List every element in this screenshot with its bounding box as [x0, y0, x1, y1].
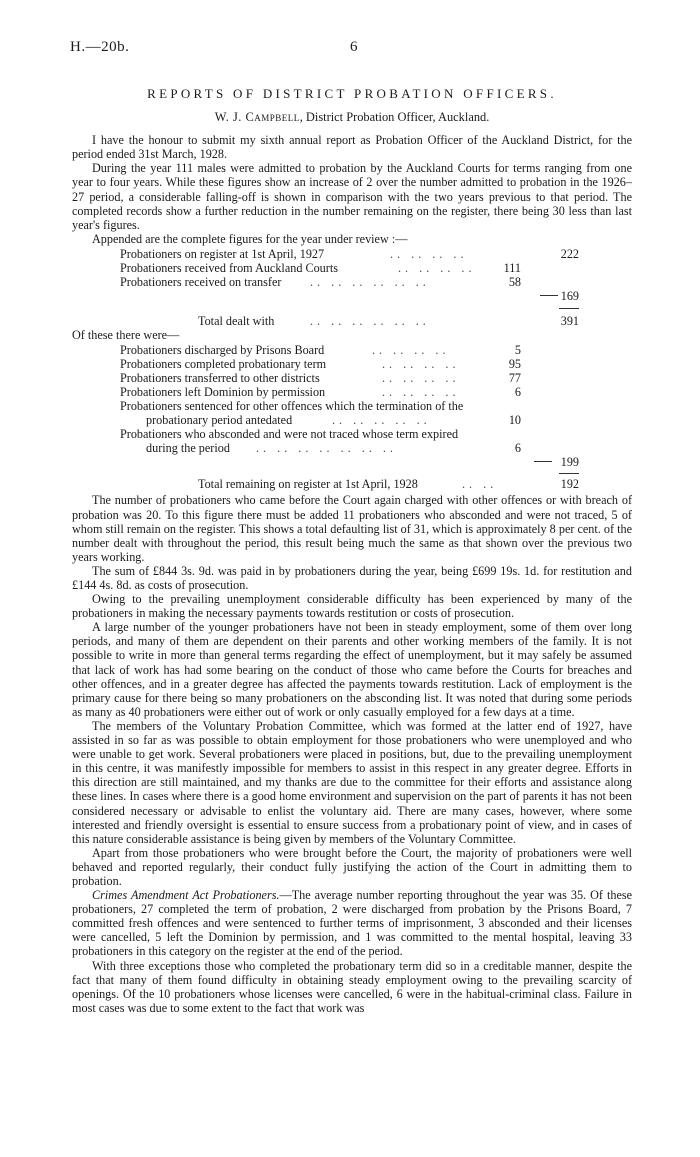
sum-rule	[559, 473, 579, 474]
sum-rule	[559, 308, 579, 309]
row-label: Probationers completed probationary term	[120, 356, 327, 371]
table-row: Probationers received from Auckland Courts .. .. .. .. 111	[120, 261, 521, 276]
row-value: 111	[503, 261, 521, 276]
table-row: Probationers on register at 1st April, 1927 .. .. .. .. 222	[120, 246, 579, 261]
row-label: Probationers transferred to other districts	[120, 370, 320, 385]
row-label-continued: during the period	[146, 441, 230, 456]
page-header	[72, 40, 632, 60]
row-value: 222	[560, 246, 579, 261]
rule-row	[72, 303, 632, 314]
row-label: Probationers sentenced for other offences which the termination of the	[120, 398, 464, 413]
total-row: Total dealt with .. .. .. .. .. .. 391	[198, 314, 579, 329]
body-paragraph: The members of the Voluntary Probation Committee, which was formed at the latter end of 1927, have assisted in so far as was possible to obtain employment for those probationers who were unemployed and who were unable to get work. Several probationers were placed in positions, but, due to the prevailing unemployment in this centre, it was manifestly impossible for members to assist in this respect in any greater degree. Efforts in this direction are still maintained, and my thanks are due to the committee for their efforts and assistance along these lines. In cases where there is a good home environment and supervision on the part of parents it has not been considered necessary or advisable to enlist the voluntary aid. There are many cases, however, where some interested and friendly oversight is essential to ensure success from a probationary point of view, and in cases of this nature considerable assistance is being given by members of the Voluntary Committee.	[72, 718, 632, 846]
body-paragraph: Apart from those probationers who were brought before the Court, the majority of probationers were well behaved and reported regularly, their conduct fully justifying the action of the Court in admitting them to probation.	[72, 845, 632, 888]
officer-name: W. J. Campbell	[214, 110, 300, 125]
row-label: Probationers discharged by Prisons Board	[120, 342, 325, 357]
row-label: Probationers left Dominion by permission	[120, 384, 326, 399]
section-label-row	[72, 328, 632, 342]
table-row: Probationers transferred to other districts .. .. .. .. 77	[120, 370, 521, 385]
intro-paragraph-3: Appended are the complete figures for the year under review :—	[92, 231, 408, 246]
body-paragraph: A large number of the younger probationers have not been in steady employment, some of them over long periods, and many of them are dependent on their parents and other working members of the family. It is not possible to write in more than general terms regarding the effect of unemployment, but it may safely be assumed that lack of work has had some bearing on the conduct of those who came before the Courts for breaches and other offences, and in a greater degree has affected the payments towards restitution. Lack of employment is the primary cause for there being so many probationers on the absconding list. It was noted that during some periods as many as 40 probationers were either out of work or only casually employed for a few days at a time.	[72, 620, 632, 719]
row-label: Probationers who absconded and were not traced whose term expired	[120, 427, 459, 442]
report-reference: H.—20b.	[70, 39, 130, 55]
intro-paragraph-1: I have the honour to submit my sixth annual report as Probation Officer of the Auckland District, for the period ended 31st March, 1928.	[72, 133, 632, 162]
subtotal-row	[72, 289, 632, 303]
body-paragraph: The sum of £844 3s. 9d. was paid in by probationers during the year, being £699 19s. 1d. for restitution and £144 4s. 8d. as costs of prosecution.	[72, 563, 632, 592]
row-value: 95	[508, 356, 521, 371]
row-value: 169	[560, 289, 579, 304]
paragraph-text: —The average number reporting throughout the year was 35. Of these probationers, 27 completed the term of probation, 2 were discharged from probation by the Prisons Board, 7 committed fresh offences and were sentenced to further terms of imprisonment, 3 absconded and their licenses were cancelled, 5 left the Dominion by permission, and 1 was committed to the mental hospital, leaving 33 probationers in this category on the register at the end of the period.	[72, 888, 633, 959]
body-paragraph	[72, 888, 632, 958]
row-value: 391	[560, 314, 579, 329]
row-value: 199	[560, 455, 579, 470]
rule-row	[72, 469, 632, 477]
table-row: Probationers received on transfer .. .. .. .. .. .. 58	[120, 275, 521, 290]
body-paragraph: The number of probationers who came before the Court again charged with other offences or with breach of probation was 20. To this figure there must be added 11 probationers who absconded and were not traced, 5 of whom still remain on the register. This shows a total defaulting list of 31, which is approximately 8 per cent. of the number dealt with throughout the period, this result being much the same as that shown over the previous two years working.	[72, 493, 632, 564]
table-row: Probationers discharged by Prisons Board .. .. .. .. 5	[120, 342, 521, 357]
figures-table	[72, 247, 632, 492]
officer-byline	[72, 110, 632, 124]
body-paragraph: With three exceptions those who completed the probationary term did so in a creditable manner, despite the fact that many of them found difficulty in obtaining steady employment owing to the prevailing scarcity of openings. Of the 10 probationers whose licenses were cancelled, 6 were in the habitual-criminal class. Failure in most cases was due to some extent to the fact that work was	[72, 958, 632, 1015]
document-page	[72, 40, 632, 1015]
row-value: 10	[508, 412, 521, 427]
section-heading: Crimes Amendment Act Probationers.	[92, 888, 280, 903]
row-label: Probationers received from Auckland Courts	[120, 261, 338, 276]
row-value: 6	[514, 384, 521, 399]
table-row: Probationers left Dominion by permission .. .. .. .. 6	[120, 384, 521, 399]
body-paragraph: Owing to the prevailing unemployment considerable difficulty has been experienced by many of the probationers in making the necessary payments towards restitution or costs of prosecution.	[72, 592, 632, 621]
row-label: Of these there were—	[72, 328, 180, 343]
page-number: 6	[350, 39, 358, 55]
row-value: 5	[514, 342, 521, 357]
row-label: Total remaining on register at 1st April, 1928	[198, 477, 418, 492]
row-value: 77	[508, 370, 521, 385]
row-value: 6	[514, 441, 521, 456]
total-row: Total remaining on register at 1st April, 1928 .. .. 192	[198, 477, 579, 492]
table-row: Probationers who absconded and were not traced whose term expired during the period .. .. .. .. .. .. .. 6	[120, 427, 521, 456]
sum-rule	[534, 461, 552, 462]
table-row: Probationers completed probationary term .. .. .. .. 95	[120, 356, 521, 371]
row-label: Total dealt with	[198, 314, 275, 329]
row-label: Probationers on register at 1st April, 1927	[120, 246, 325, 261]
row-value: 58	[508, 275, 521, 290]
subtotal-row	[72, 455, 632, 469]
row-label-continued: probationary period antedated	[146, 412, 293, 427]
table-row: Probationers sentenced for other offences which the termination of the probationary period antedated .. .. .. .. .. 10	[120, 398, 521, 427]
row-label: Probationers received on transfer	[120, 275, 282, 290]
report-title: REPORTS OF DISTRICT PROBATION OFFICERS.	[147, 86, 557, 101]
officer-role: , District Probation Officer, Auckland.	[299, 110, 490, 125]
intro-paragraph-2: During the year 111 males were admitted to probation by the Auckland Courts for terms ranging from one year to four years. While these figures show an increase of 2 over the number admitted to probation in the 1926–27 period, a considerable falling-off is shown in comparison with the two years previous to that period. The completed records show a further reduction in the number remaining on the register, there being 30 less than last year's figures.	[72, 161, 632, 232]
row-value: 192	[560, 477, 579, 492]
